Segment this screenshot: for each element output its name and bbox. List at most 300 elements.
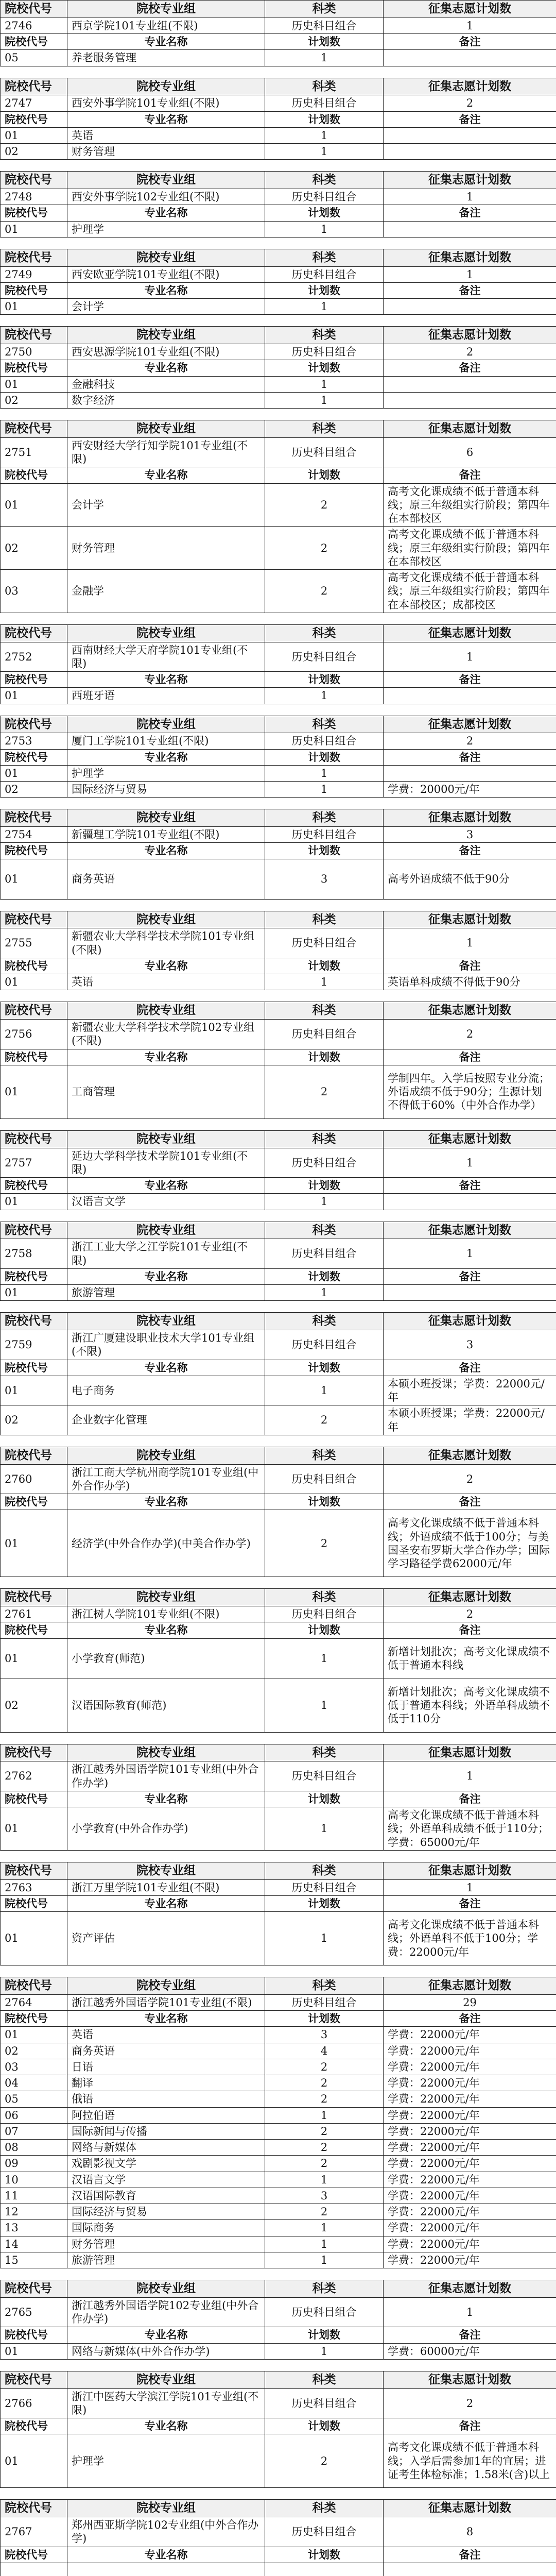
header-code: 院校代号: [1, 1002, 67, 1020]
group-name: 浙江广厦建设职业技术大学101专业组(不限): [67, 1330, 265, 1360]
major-name: 汉语言文学: [67, 2172, 265, 2188]
major-code: 09: [1, 2156, 67, 2172]
group-name: 西京学院101专业组(不限): [67, 18, 265, 33]
subheader-code: 院校代号: [1, 1049, 67, 1065]
group-count: 1: [384, 642, 556, 672]
group-row: [1, 437, 556, 467]
group-code: 2765: [1, 2297, 67, 2327]
major-name: 西班牙语: [67, 688, 265, 704]
header-subject: 科类: [265, 1130, 384, 1148]
header-plan: 征集志愿计划数: [384, 2280, 556, 2298]
block-gap: [0, 409, 556, 420]
header-code: 院校代号: [1, 911, 67, 928]
major-count: 1: [265, 765, 384, 781]
major-remark: 学费：22000元/年: [384, 2188, 556, 2204]
major-code: 01: [1, 127, 67, 143]
major-code: 03: [1, 2059, 67, 2075]
group-code: 2746: [1, 18, 67, 33]
subheader-major: 专业名称: [67, 2011, 265, 2027]
subheader-major: 专业名称: [67, 1178, 265, 1194]
subheader-count: 计划数: [265, 2327, 384, 2343]
block-gap: [0, 66, 556, 78]
header-subject: 科类: [265, 2500, 384, 2517]
header-row: [1, 172, 556, 189]
table-row: [1, 2172, 556, 2188]
major-name: 会计学: [67, 299, 265, 315]
header-row: [1, 1002, 556, 1020]
group-code: 2748: [1, 189, 67, 205]
major-count: 2: [265, 1065, 384, 1118]
header-plan: 征集志愿计划数: [384, 1002, 556, 1020]
group-count: 1: [384, 18, 556, 33]
group-count: 1: [384, 1761, 556, 1791]
subheader-remark: 备注: [384, 34, 556, 50]
major-remark: 高考文化课成绩不低于普通本科线；原三年级组实行阶段；第四年在本部校区: [384, 527, 556, 570]
group-count: 1: [384, 1879, 556, 1895]
subheader-major: 专业名称: [67, 2547, 265, 2563]
major-count: 1: [265, 2220, 384, 2236]
table-row: [1, 1807, 556, 1851]
block-gap: [0, 1733, 556, 1744]
major-code: 12: [1, 2204, 67, 2220]
major-remark: [384, 376, 556, 392]
group-subject: 历史科目组合: [265, 733, 384, 749]
header-plan: 征集志愿计划数: [384, 1, 556, 18]
group-count: 1: [384, 266, 556, 282]
group-code: 2757: [1, 1148, 67, 1178]
plan-table: [0, 171, 556, 238]
major-name: 数字经济: [67, 392, 265, 408]
major-code: 01: [1, 974, 67, 990]
subheader-remark: 备注: [384, 2327, 556, 2343]
group-subject: 历史科目组合: [265, 189, 384, 205]
major-remark: [384, 50, 556, 66]
plan-table: [0, 809, 556, 899]
subheader-row: [1, 282, 556, 298]
subheader-code: 院校代号: [1, 672, 67, 688]
group-row: [1, 928, 556, 958]
major-code: 01: [1, 483, 67, 527]
header-code: 院校代号: [1, 420, 67, 438]
table-row: [1, 2027, 556, 2043]
subheader-code: 院校代号: [1, 1622, 67, 1638]
group-subject: 历史科目组合: [265, 2517, 384, 2547]
header-group: 院校专业组: [67, 2371, 265, 2388]
subheader-code: 院校代号: [1, 1178, 67, 1194]
major-code: 02: [1, 144, 67, 160]
major-count: 2: [265, 2140, 384, 2156]
subheader-code: 院校代号: [1, 958, 67, 974]
group-name: 浙江越秀外国语学院101专业组(不限): [67, 1994, 265, 2010]
header-row: [1, 1, 556, 18]
subheader-row: [1, 2011, 556, 2027]
block-gap: [0, 160, 556, 171]
subheader-remark: 备注: [384, 205, 556, 221]
header-plan: 征集志愿计划数: [384, 716, 556, 733]
major-code: 02: [1, 1405, 67, 1435]
group-count: 2: [384, 1020, 556, 1049]
group-count: 1: [384, 189, 556, 205]
block-gap: [0, 1577, 556, 1588]
major-code: 01: [1, 1376, 67, 1405]
major-code: 01: [1, 1285, 67, 1301]
subheader-remark: 备注: [384, 672, 556, 688]
subheader-code: 院校代号: [1, 282, 67, 298]
subheader-row: [1, 34, 556, 50]
group-row: [1, 1994, 556, 2010]
group-row: [1, 1464, 556, 1494]
group-subject: 历史科目组合: [265, 1606, 384, 1622]
plan-table: [0, 1588, 556, 1732]
subheader-major: 专业名称: [67, 1791, 265, 1807]
plan-table: [0, 326, 556, 409]
major-code: 08: [1, 2140, 67, 2156]
block-gap: [0, 900, 556, 911]
major-count: 2: [265, 2434, 384, 2488]
header-row: [1, 2371, 556, 2388]
major-code: 01: [1, 1065, 67, 1118]
group-subject: 历史科目组合: [265, 2388, 384, 2418]
major-count: 1: [265, 782, 384, 798]
subheader-major: 专业名称: [67, 1049, 265, 1065]
plan-table: [0, 1312, 556, 1435]
table-row: [1, 782, 556, 798]
header-subject: 科类: [265, 1222, 384, 1239]
group-row: [1, 1148, 556, 1178]
subheader-major: 专业名称: [67, 205, 265, 221]
table-row: [1, 2091, 556, 2107]
table-row: [1, 2107, 556, 2123]
major-code: 01: [1, 688, 67, 704]
subheader-row: [1, 958, 556, 974]
subheader-count: 计划数: [265, 749, 384, 765]
header-subject: 科类: [265, 716, 384, 733]
major-remark: 学费：22000元/年: [384, 2172, 556, 2188]
header-code: 院校代号: [1, 1744, 67, 1761]
header-code: 院校代号: [1, 624, 67, 642]
subheader-row: [1, 205, 556, 221]
table-row: [1, 765, 556, 781]
subheader-major: 专业名称: [67, 672, 265, 688]
block-gap: [0, 613, 556, 624]
major-remark: 学费：20000元/年: [384, 782, 556, 798]
plan-table: [0, 420, 556, 613]
subheader-row: [1, 111, 556, 127]
group-subject: 历史科目组合: [265, 928, 384, 958]
group-name: 西安外事学院102专业组(不限): [67, 189, 265, 205]
major-code: 01: [1, 2343, 67, 2359]
header-plan: 征集志愿计划数: [384, 911, 556, 928]
major-name: 国际新闻与传播: [67, 2123, 265, 2139]
header-group: 院校专业组: [67, 624, 265, 642]
group-code: 2756: [1, 1020, 67, 1049]
major-name: 商务英语: [67, 2043, 265, 2059]
header-group: 院校专业组: [67, 1977, 265, 1995]
major-remark: 新增计划批次；高考文化课成绩不低于普通本科线: [384, 1638, 556, 1679]
table-row: [1, 2343, 556, 2359]
major-code: 01: [1, 1194, 67, 1210]
header-group: 院校专业组: [67, 327, 265, 344]
subheader-row: [1, 1791, 556, 1807]
table-row: [1, 2140, 556, 2156]
table-row: [1, 1285, 556, 1301]
group-code: 2761: [1, 1606, 67, 1622]
header-group: 院校专业组: [67, 1744, 265, 1761]
subheader-count: 计划数: [265, 843, 384, 859]
major-code: 01: [1, 1510, 67, 1577]
major-name: 网络与新媒体(中外合作办学): [67, 2343, 265, 2359]
plan-table: [0, 1447, 556, 1578]
major-name: 电子商务: [67, 1376, 265, 1405]
group-count: 2: [384, 2388, 556, 2418]
plan-table: [0, 2280, 556, 2360]
header-subject: 科类: [265, 1, 384, 18]
plan-table: [0, 716, 556, 798]
subheader-code: 院校代号: [1, 2547, 67, 2563]
group-count: 2: [384, 1606, 556, 1622]
header-group: 院校专业组: [67, 1313, 265, 1330]
header-plan: 征集志愿计划数: [384, 78, 556, 95]
major-name: 俄语: [67, 2091, 265, 2107]
subheader-remark: 备注: [384, 2547, 556, 2563]
header-subject: 科类: [265, 78, 384, 95]
major-count: 2: [265, 1510, 384, 1577]
header-row: [1, 2500, 556, 2517]
major-code: 01: [1, 221, 67, 237]
major-code: 04: [1, 2075, 67, 2091]
major-remark: 高考文化课成绩不低于普通本科线；外语成绩不低于100分；与美国圣安布罗斯大学合作办学；国际学习路径学费62000元/年: [384, 1510, 556, 1577]
major-code: 02: [1, 1679, 67, 1732]
group-row: [1, 95, 556, 111]
table-row: [1, 1194, 556, 1210]
subheader-remark: 备注: [384, 1622, 556, 1638]
group-count: 2: [384, 733, 556, 749]
subheader-code: 院校代号: [1, 1895, 67, 1911]
subheader-remark: 备注: [384, 1791, 556, 1807]
group-row: [1, 1330, 556, 1360]
group-subject: 历史科目组合: [265, 266, 384, 282]
major-remark: 本硕小班授课；学费：22000元/年: [384, 1405, 556, 1435]
major-code: 01: [1, 299, 67, 315]
major-code: 02: [1, 392, 67, 408]
table-row: [1, 299, 556, 315]
subheader-row: [1, 2418, 556, 2434]
subheader-count: 计划数: [265, 2011, 384, 2027]
plan-table: [0, 1222, 556, 1301]
subheader-count: 计划数: [265, 1360, 384, 1376]
major-remark: [384, 127, 556, 143]
group-name: 浙江工业大学之江学院101专业组(不限): [67, 1239, 265, 1269]
table-row: [1, 2220, 556, 2236]
subheader-remark: 备注: [384, 1178, 556, 1194]
major-name: 旅游管理: [67, 2252, 265, 2268]
major-code: 01: [1, 1912, 67, 1965]
group-code: 2749: [1, 266, 67, 282]
header-group: 院校专业组: [67, 716, 265, 733]
major-remark: 新增计划批次；高考文化课成绩不低于普通本科线；外语单科成绩不低于110分: [384, 1679, 556, 1732]
header-row: [1, 1977, 556, 1995]
major-name: 国际经济与贸易: [67, 782, 265, 798]
major-code: 02: [1, 2043, 67, 2059]
major-name: 汉语国际教育: [67, 2188, 265, 2204]
table-row: [1, 2563, 556, 2576]
header-plan: 征集志愿计划数: [384, 2371, 556, 2388]
header-group: 院校专业组: [67, 1222, 265, 1239]
major-count: 2: [265, 483, 384, 527]
major-remark: 学费：22000元/年: [384, 2140, 556, 2156]
subheader-count: 计划数: [265, 111, 384, 127]
header-row: [1, 1744, 556, 1761]
group-count: 29: [384, 1994, 556, 2010]
major-code: 01: [1, 2027, 67, 2043]
subheader-code: 院校代号: [1, 467, 67, 483]
header-plan: 征集志愿计划数: [384, 2500, 556, 2517]
major-code: 01: [1, 1807, 67, 1851]
plan-table: [0, 1130, 556, 1210]
major-remark: 学费：22000元/年: [384, 2027, 556, 2043]
table-row: [1, 2434, 556, 2488]
major-count: 1: [265, 1912, 384, 1965]
subheader-major: 专业名称: [67, 1360, 265, 1376]
table-row: [1, 1405, 556, 1435]
subheader-major: 专业名称: [67, 1622, 265, 1638]
plan-table: [0, 1862, 556, 1965]
major-remark: 学费：22000元/年: [384, 2075, 556, 2091]
table-row: [1, 2123, 556, 2139]
group-row: [1, 344, 556, 360]
major-count: 3: [265, 859, 384, 899]
major-remark: 学费：22000元/年: [384, 2059, 556, 2075]
group-count: 2: [384, 95, 556, 111]
group-subject: 历史科目组合: [265, 1330, 384, 1360]
header-plan: 征集志愿计划数: [384, 172, 556, 189]
header-plan: 征集志愿计划数: [384, 1589, 556, 1606]
group-count: 1: [384, 2297, 556, 2327]
header-subject: 科类: [265, 1744, 384, 1761]
group-row: [1, 733, 556, 749]
group-row: [1, 1761, 556, 1791]
major-remark: 高考文化课成绩不低于普通本科线；入学后需参加1年的宜居；进证考生体检标准；1.58米(含)以上: [384, 2434, 556, 2488]
major-code: 07: [1, 2123, 67, 2139]
major-remark: [384, 765, 556, 781]
major-count: 2: [265, 570, 384, 613]
header-plan: 征集志愿计划数: [384, 809, 556, 827]
major-name: 英语: [67, 974, 265, 990]
group-row: [1, 189, 556, 205]
major-code: 05: [1, 2091, 67, 2107]
header-plan: 征集志愿计划数: [384, 249, 556, 266]
header-plan: 征集志愿计划数: [384, 1313, 556, 1330]
block-gap: [0, 1435, 556, 1447]
major-count: 3: [265, 2027, 384, 2043]
group-row: [1, 266, 556, 282]
major-remark: 高考文化课成绩不低于普通本科线；原三年级组实行阶段；第四年在本部校区: [384, 483, 556, 527]
block-gap: [0, 798, 556, 809]
group-count: 6: [384, 437, 556, 467]
group-subject: 历史科目组合: [265, 1464, 384, 1494]
major-remark: 学费：22000元/年: [384, 2091, 556, 2107]
header-row: [1, 249, 556, 266]
table-row: [1, 2043, 556, 2059]
subheader-count: 计划数: [265, 467, 384, 483]
major-count: 1: [265, 144, 384, 160]
subheader-count: 计划数: [265, 1049, 384, 1065]
group-code: 2767: [1, 2517, 67, 2547]
major-count: 1: [265, 2343, 384, 2359]
plan-table: [0, 911, 556, 991]
group-row: [1, 2297, 556, 2327]
subheader-code: 院校代号: [1, 205, 67, 221]
major-name: 英语: [67, 2027, 265, 2043]
table-row: [1, 2188, 556, 2204]
group-subject: 历史科目组合: [265, 18, 384, 33]
group-subject: 历史科目组合: [265, 1239, 384, 1269]
major-count: 1: [265, 1285, 384, 1301]
plan-table: [0, 249, 556, 315]
plan-table: [0, 1002, 556, 1119]
group-subject: 历史科目组合: [265, 2297, 384, 2327]
subheader-remark: 备注: [384, 2418, 556, 2434]
block-gap: [0, 315, 556, 326]
header-group: 院校专业组: [67, 249, 265, 266]
major-name: 护理学: [67, 765, 265, 781]
major-code: 01: [1, 859, 67, 899]
header-plan: 征集志愿计划数: [384, 1977, 556, 1995]
group-code: 2766: [1, 2388, 67, 2418]
subheader-major: 专业名称: [67, 1895, 265, 1911]
subheader-major: 专业名称: [67, 1268, 265, 1284]
subheader-remark: 备注: [384, 1895, 556, 1911]
block-gap: [0, 2488, 556, 2499]
major-count: 1: [265, 1638, 384, 1679]
major-name: 商务英语: [67, 859, 265, 899]
major-name: 汉语国际教育(师范): [67, 1679, 265, 1732]
header-group: 院校专业组: [67, 1447, 265, 1464]
major-code: 01: [1, 2434, 67, 2488]
header-group: 院校专业组: [67, 172, 265, 189]
subheader-major: 专业名称: [67, 843, 265, 859]
group-row: [1, 642, 556, 672]
subheader-remark: 备注: [384, 360, 556, 376]
subheader-row: [1, 1360, 556, 1376]
major-remark: 本硕小班授课；学费：22000元/年: [384, 1376, 556, 1405]
group-name: 浙江越秀外国语学院102专业组(中外合作办学): [67, 2297, 265, 2327]
group-row: [1, 1239, 556, 1269]
header-group: 院校专业组: [67, 2280, 265, 2298]
major-remark: [384, 144, 556, 160]
major-name: 小学教育(师范): [67, 1638, 265, 1679]
header-row: [1, 911, 556, 928]
major-count: [265, 2563, 384, 2576]
subheader-major: 专业名称: [67, 2418, 265, 2434]
group-name: 新疆农业大学科学技术学院102专业组(不限): [67, 1020, 265, 1049]
major-code: 13: [1, 2220, 67, 2236]
major-code: [1, 2563, 67, 2576]
major-remark: [384, 221, 556, 237]
group-subject: 历史科目组合: [265, 1020, 384, 1049]
major-remark: [384, 688, 556, 704]
subheader-remark: 备注: [384, 958, 556, 974]
subheader-row: [1, 1494, 556, 1510]
header-code: 院校代号: [1, 1447, 67, 1464]
major-count: 1: [265, 1807, 384, 1851]
subheader-major: 专业名称: [67, 282, 265, 298]
group-count: 3: [384, 1330, 556, 1360]
subheader-remark: 备注: [384, 843, 556, 859]
major-count: 3: [265, 2188, 384, 2204]
header-plan: 征集志愿计划数: [384, 327, 556, 344]
header-code: 院校代号: [1, 809, 67, 827]
